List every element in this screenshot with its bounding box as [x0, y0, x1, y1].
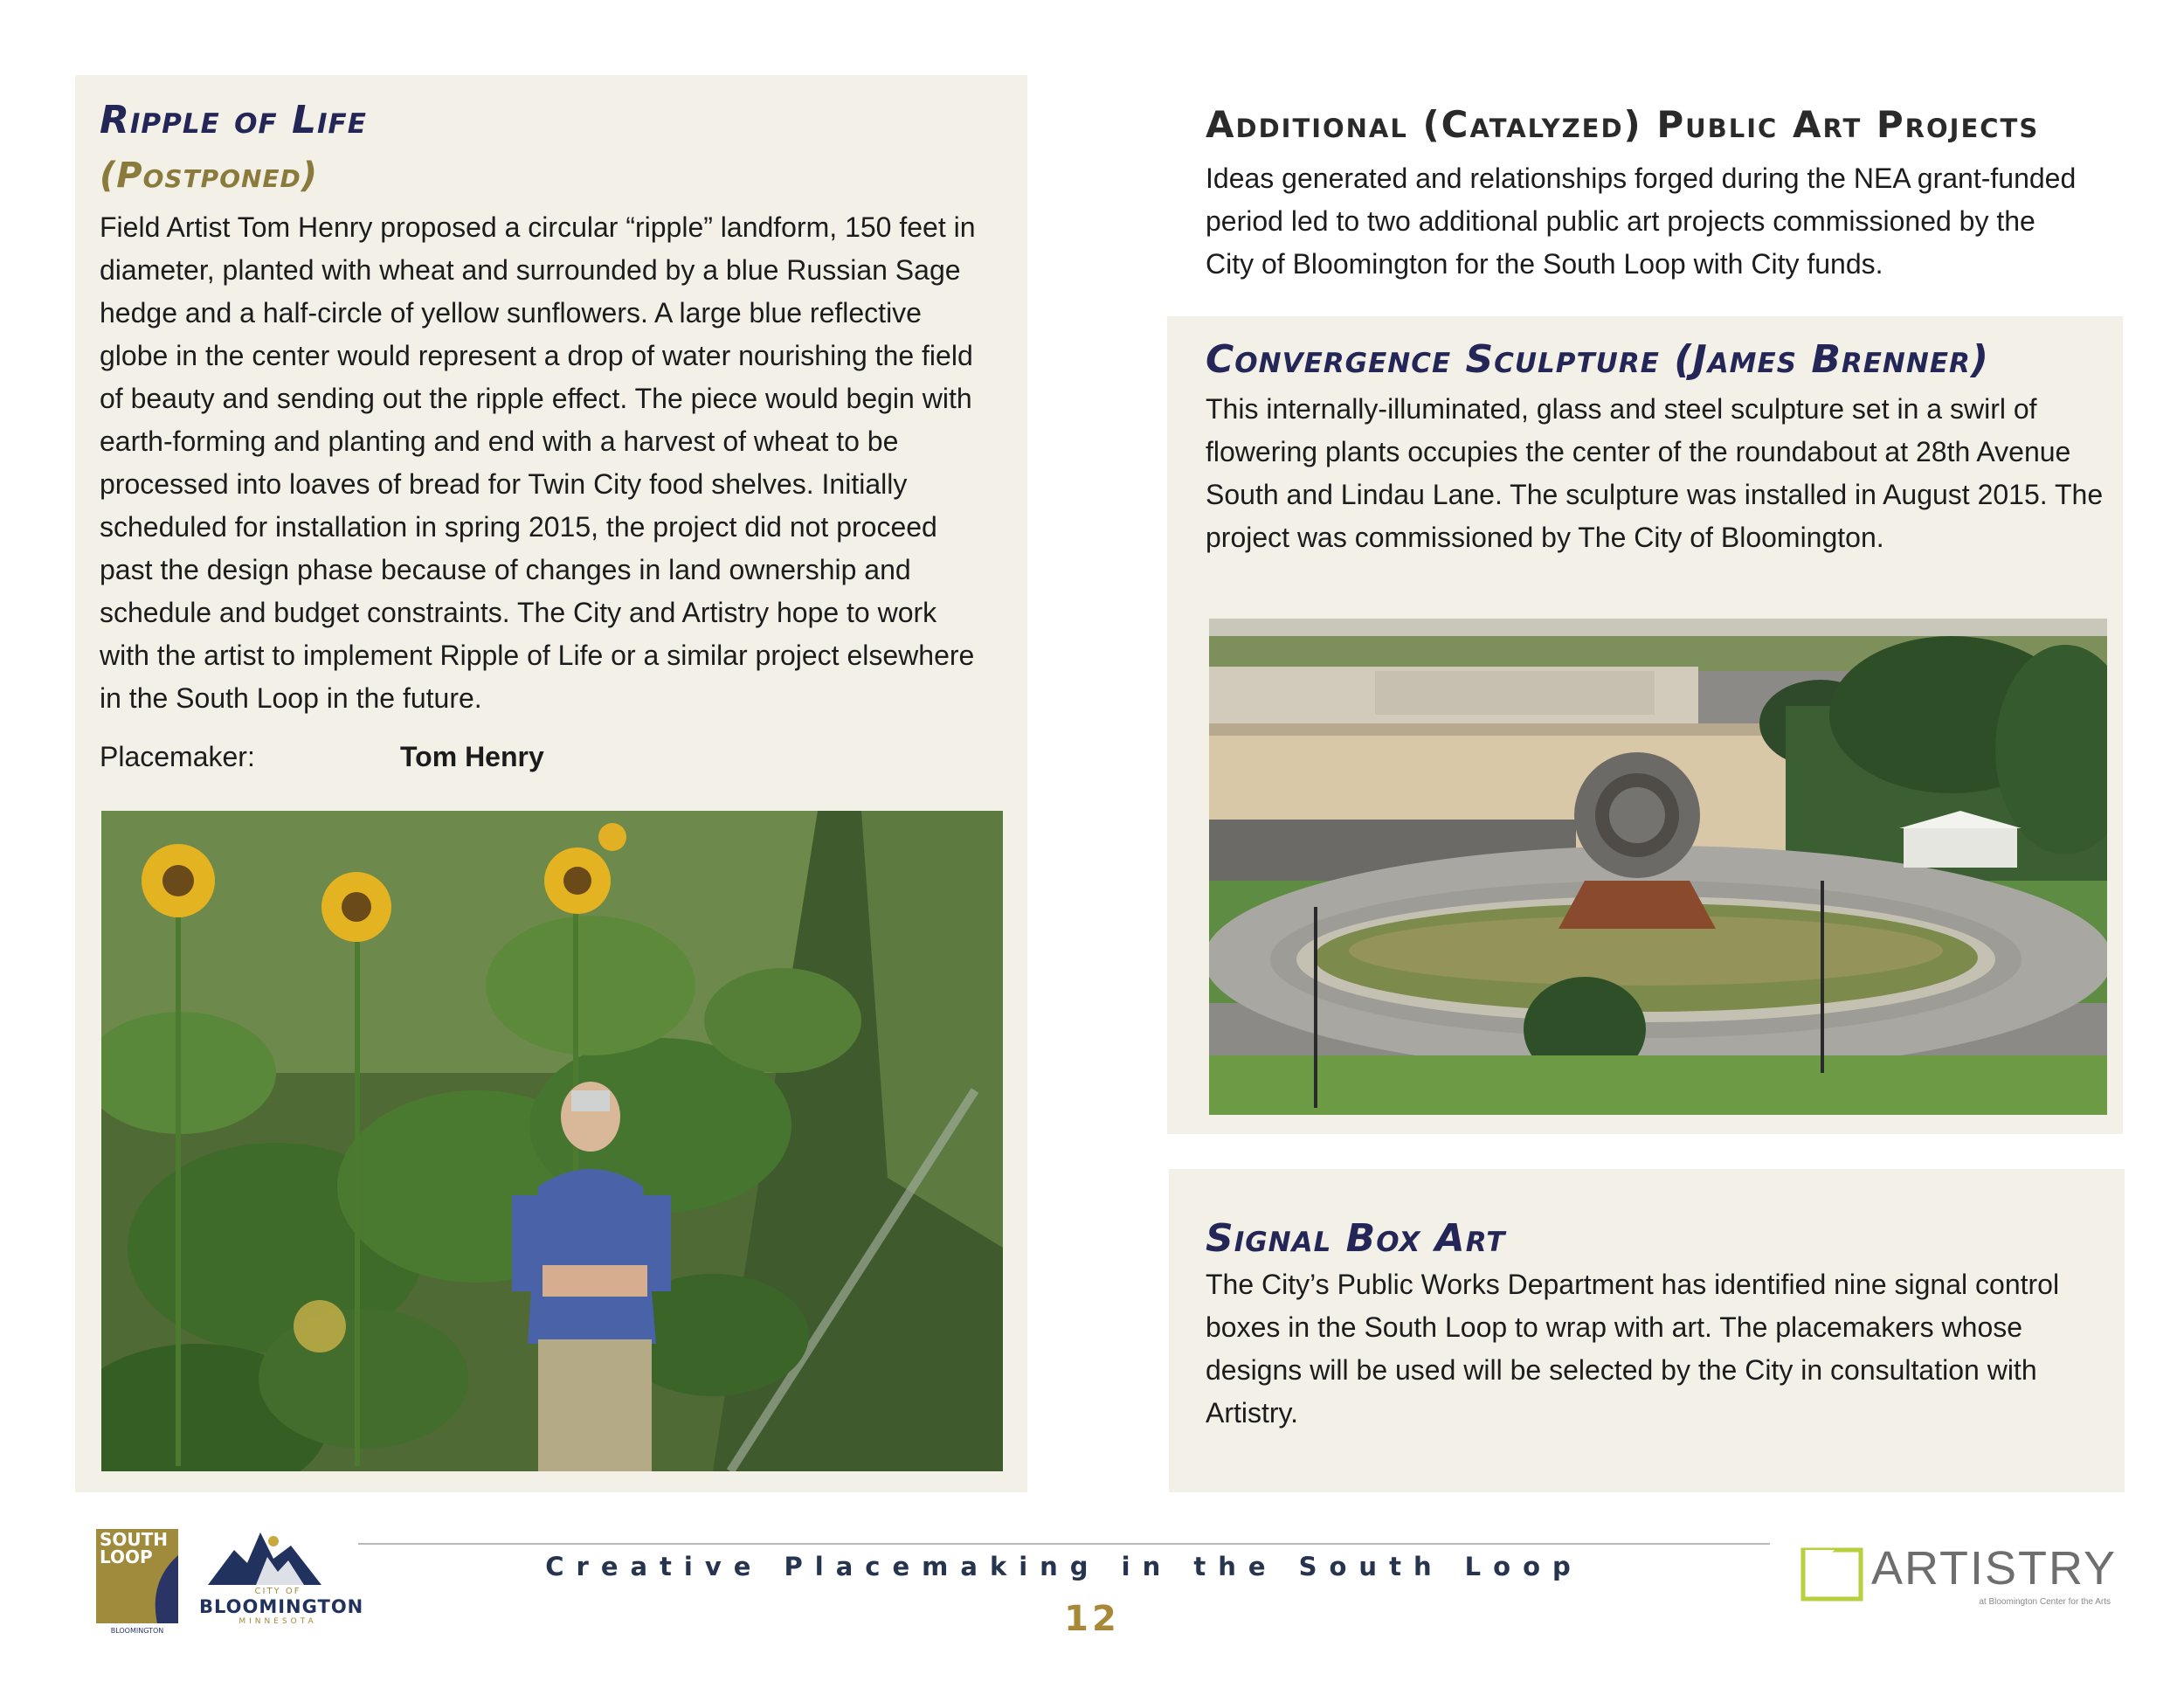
text-line: The City’s Public Works Department has identified nine signal control	[1206, 1269, 2060, 1300]
text-line: globe in the center would represent a drop of water nourishing the field	[100, 340, 973, 371]
text-line: in the South Loop in the future.	[100, 682, 482, 714]
text-line: processed into loaves of bread for Twin City food shelves. Initially	[100, 468, 908, 500]
logo-text: BLOOMINGTON	[199, 1596, 364, 1617]
artistry-wordmark: ARTISTRY	[1871, 1542, 2118, 1595]
text-line: schedule and budget constraints. The City and Artistry hope to work	[100, 597, 937, 628]
text-line: of beauty and sending out the ripple effect. The piece would begin with	[100, 383, 972, 414]
footer-title: Creative Placemaking in the South Loop	[545, 1552, 1583, 1581]
text-line: with the artist to implement Ripple of Life or a similar project elsewhere	[100, 640, 975, 671]
south-loop-logo	[96, 1529, 178, 1639]
text-line: South and Lindau Lane. The sculpture was installed in August 2015. The	[1206, 479, 2104, 510]
footer-divider	[358, 1543, 1770, 1545]
placemaker-label: Placemaker:	[100, 741, 255, 772]
signal-box-description	[1206, 1263, 2123, 1435]
placemaker-name: Tom Henry	[400, 741, 544, 772]
text-line: Artistry.	[1206, 1397, 1299, 1429]
text-line: This internally-illuminated, glass and steel sculpture set in a swirl of	[1206, 393, 2037, 425]
ripple-status: (Postponed)	[100, 156, 319, 196]
page-number: 12	[1064, 1599, 1120, 1639]
convergence-title: Convergence Sculpture (James Brenner)	[1206, 337, 1989, 382]
text-line: earth-forming and planting and end with a harvest of wheat to be	[100, 425, 899, 457]
artistry-logo	[1800, 1541, 2118, 1620]
city-of-bloomington-logo	[199, 1524, 364, 1639]
text-line: hedge and a half-circle of yellow sunflowers. A large blue reflective	[100, 297, 922, 329]
ripple-title: Ripple of Life	[100, 98, 367, 142]
text-line: diameter, planted with wheat and surrounded by a blue Russian Sage	[100, 254, 961, 286]
logo-text: BLOOMINGTON	[110, 1627, 164, 1635]
text-line: Field Artist Tom Henry proposed a circular “ripple” landform, 150 feet in	[100, 211, 976, 243]
logo-text: MINNESOTA	[238, 1617, 317, 1626]
convergence-description	[1206, 388, 2123, 559]
text-line: City of Bloomington for the South Loop with City funds.	[1206, 248, 1883, 280]
artistry-tagline: at Bloomington Center for the Arts	[1979, 1597, 2111, 1607]
logo-text: SOUTH	[100, 1529, 169, 1550]
sunflower-photo	[101, 811, 1003, 1471]
text-line: boxes in the South Loop to wrap with art. The placemakers whose	[1206, 1311, 2023, 1343]
text-line: scheduled for installation in spring 2015, the project did not proceed	[100, 511, 937, 543]
logo-text: CITY OF	[254, 1587, 301, 1596]
additional-projects-title: Additional (Catalyzed) Public Art Projects	[1206, 103, 2040, 146]
logo-text: LOOP	[100, 1546, 153, 1567]
ripple-description	[100, 206, 1017, 720]
text-line: project was commissioned by The City of Bloomington.	[1206, 522, 1884, 553]
signal-box-title: Signal Box Art	[1206, 1216, 1506, 1261]
additional-projects-description	[1206, 157, 2132, 286]
convergence-sculpture-photo	[1209, 619, 2107, 1115]
text-line: flowering plants occupies the center of the roundabout at 28th Avenue	[1206, 436, 2071, 467]
text-line: past the design phase because of changes in land ownership and	[100, 554, 911, 585]
text-line: period led to two additional public art projects commissioned by the	[1206, 205, 2035, 237]
text-line: designs will be used will be selected by the City in consultation with	[1206, 1354, 2037, 1386]
text-line: Ideas generated and relationships forged during the NEA grant-funded	[1206, 163, 2077, 194]
